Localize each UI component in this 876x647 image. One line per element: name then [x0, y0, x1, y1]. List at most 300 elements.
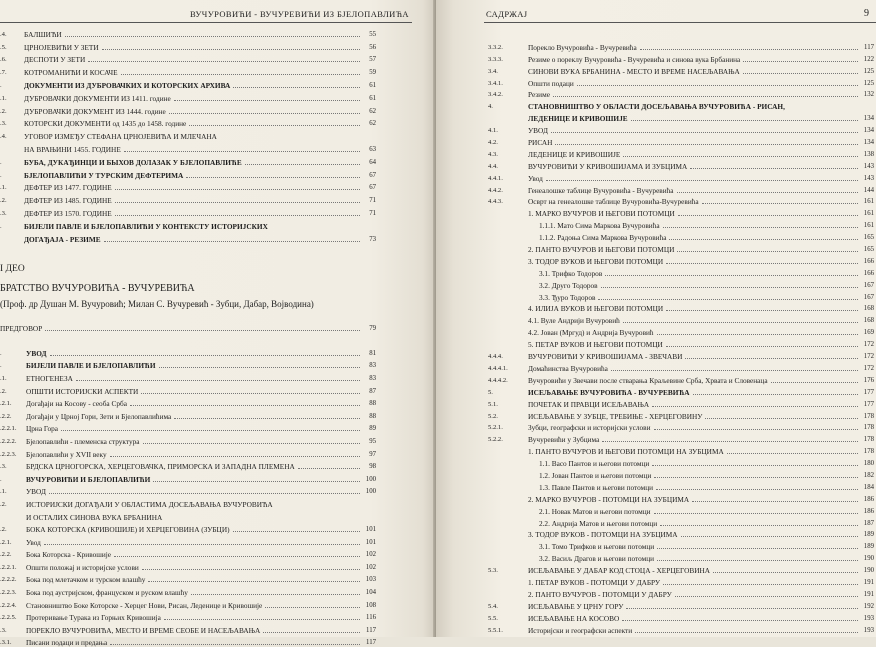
- dot-leader: [143, 443, 361, 444]
- toc-entry-page: 117: [864, 43, 874, 51]
- dot-leader: [693, 394, 858, 395]
- toc-entry: [0, 459, 376, 472]
- toc-entry-page: 190: [863, 567, 874, 575]
- dot-leader: [657, 560, 858, 561]
- toc-entry-number: 4.2.: [488, 139, 498, 147]
- dot-leader: [164, 619, 360, 620]
- toc-entry-title: Порекло Вучуровића - Вучуревића: [528, 42, 637, 52]
- toc-entry-page: 166: [863, 269, 874, 277]
- dot-leader: [551, 132, 858, 133]
- toc-entry: [488, 468, 874, 480]
- toc-entry-page: 191: [863, 590, 874, 598]
- toc-entry-page: 56: [369, 43, 376, 51]
- dot-leader: [104, 241, 360, 242]
- toc-entry: [488, 242, 874, 254]
- toc-entry: [488, 432, 874, 444]
- toc-entry-number: 4.4.1.: [488, 174, 503, 182]
- dot-leader: [124, 151, 360, 152]
- right-header-rule: [484, 22, 876, 23]
- toc-entry-page: 189: [863, 543, 874, 551]
- toc-entry-number: 4.: [488, 103, 493, 111]
- toc-entry-number: .2.: [0, 526, 7, 534]
- dot-leader: [713, 572, 858, 573]
- dot-leader: [115, 215, 360, 216]
- toc-entry-title: Општи подаци: [528, 78, 574, 88]
- toc-entry-page: 177: [863, 388, 874, 396]
- toc-entry: [488, 195, 874, 207]
- toc-entry-title: БАЛШИЋИ: [24, 29, 62, 39]
- dot-leader: [49, 493, 360, 494]
- dot-leader: [626, 608, 858, 609]
- toc-entry-page: 168: [863, 305, 874, 313]
- dot-leader: [771, 382, 858, 383]
- dot-leader: [654, 477, 858, 478]
- toc-entry-page: 83: [369, 362, 376, 370]
- toc-entry: [488, 361, 874, 373]
- dot-leader: [233, 87, 360, 88]
- dot-leader: [263, 632, 360, 633]
- toc-entry-page: 165: [863, 234, 874, 242]
- toc-entry-title: БРДСКА ЦРНОГОРСКА, ХЕРЦЕГОВАЧКА, ПРИМОРСКА И ЗАПАДНА ПЛЕМЕНА: [26, 462, 295, 472]
- toc-entry-title: СТАНОВНИШТВО У ОБЛАСТИ ДОСЕЉАВАЊА ВУЧУРОВИЋА - РИСАН,: [528, 102, 785, 112]
- toc-entry-number: .4.: [0, 133, 7, 141]
- left-toc-top: [0, 26, 376, 244]
- toc-entry-number: 4.4.: [488, 162, 498, 170]
- toc-entry-title: Увод: [26, 537, 41, 547]
- toc-entry-page: 177: [863, 400, 874, 408]
- dot-leader: [631, 120, 858, 121]
- dot-leader: [141, 393, 360, 394]
- toc-entry-title: УВОД: [528, 126, 548, 136]
- toc-entry-title: КОТОРСКИ ДОКУМЕНТИ од 1435 до 1458. године: [24, 119, 187, 129]
- toc-entry: [0, 167, 376, 180]
- toc-entry-number: 5.: [488, 388, 493, 396]
- dot-leader: [76, 380, 360, 381]
- dot-leader: [114, 556, 360, 557]
- toc-entry-page: 88: [369, 400, 376, 408]
- toc-entry-page: 117: [366, 639, 376, 647]
- toc-entry: [488, 575, 874, 587]
- toc-entry-page: 103: [365, 576, 376, 584]
- toc-entry-page: 168: [863, 317, 874, 325]
- toc-entry-number: .2.2.: [0, 412, 12, 420]
- toc-entry-title: ИСЕЉАВАЊЕ ВУЧУРОВИЋА - ВУЧУРЕВИЋА: [528, 387, 690, 397]
- toc-entry: [0, 433, 376, 446]
- dot-leader: [555, 144, 858, 145]
- toc-entry: [488, 313, 874, 325]
- dot-leader: [681, 536, 858, 537]
- toc-entry-number: .: [0, 158, 2, 166]
- left-running-head: ВУЧУРОВИЋИ - ВУЧУРЕВИЋИ ИЗ БЈЕЛОПАВЛИЋА: [190, 9, 409, 19]
- toc-entry-number: 5.1.: [488, 400, 498, 408]
- toc-entry: [488, 88, 874, 100]
- toc-entry-page: 88: [369, 412, 376, 420]
- toc-entry: [488, 421, 874, 433]
- toc-entry-page: 166: [863, 257, 874, 265]
- toc-entry-title: ИСЕЉАВАЊЕ У ЦРНУ ГОРУ: [528, 601, 624, 611]
- toc-entry-title: 1. ПЕТАР ВУКОВ - ПОТОМЦИ У ДАБРУ: [528, 577, 661, 587]
- toc-entry: [488, 397, 874, 409]
- toc-entry: [488, 492, 874, 504]
- toc-entry-title: ДЕФТЕР ИЗ 1485. ГОДИНЕ: [24, 196, 112, 206]
- toc-entry-page: 165: [863, 246, 874, 254]
- toc-entry-page: 81: [369, 349, 376, 357]
- dot-leader: [635, 632, 858, 633]
- toc-entry-title: Историјски и географски аспекти: [528, 625, 633, 635]
- toc-entry-title: 3.2. Васиљ Драгов и његови потомци: [528, 554, 655, 564]
- dot-leader: [159, 367, 360, 368]
- toc-entry-number: .6.: [0, 56, 7, 64]
- dot-leader: [110, 456, 360, 457]
- dot-leader: [148, 581, 360, 582]
- toc-entry: [488, 539, 874, 551]
- toc-entry-title: 1.1. Васо Пантов и његови потомци: [528, 459, 650, 469]
- toc-entry-page: 161: [863, 198, 874, 206]
- toc-entry-number: 4.4.3.: [488, 198, 503, 206]
- toc-entry-title: 2.2. Андрија Матов и његови потомци: [528, 518, 658, 528]
- toc-entry: [488, 206, 874, 218]
- toc-entry-title: БИЈЕЛИ ПАВЛЕ И БЈЕЛОПАВЛИЋИ У КОНТЕКСТУ ИСТОРИЈСКИХ: [24, 221, 268, 231]
- toc-entry-page: 190: [863, 555, 874, 563]
- toc-entry-number: 3.4.: [488, 67, 498, 75]
- toc-entry-title: Протеривање Турака из Горњих Кривошија: [26, 613, 161, 623]
- toc-entry: [488, 480, 874, 492]
- part-label: I ДЕО: [0, 264, 25, 274]
- toc-entry: [0, 522, 376, 535]
- dot-leader: [601, 287, 858, 288]
- toc-entry-page: 100: [365, 475, 376, 483]
- toc-entry-title: БЈЕЛОПАВЛИЋИ У ТУРСКИМ ДЕФТЕРИМА: [24, 170, 184, 180]
- toc-entry-page: 172: [863, 353, 874, 361]
- dot-leader: [677, 251, 858, 252]
- toc-entry-page: 87: [369, 387, 376, 395]
- toc-entry-page: 172: [863, 341, 874, 349]
- toc-entry-number: .2.2.1.: [0, 563, 17, 571]
- toc-entry-page: 116: [366, 614, 376, 622]
- toc-entry: [0, 622, 376, 635]
- toc-entry: [0, 496, 376, 509]
- dot-leader: [189, 125, 360, 126]
- toc-entry-page: 134: [863, 127, 874, 135]
- toc-entry-page: 64: [369, 158, 376, 166]
- toc-entry: [488, 325, 874, 337]
- dot-leader: [142, 569, 360, 570]
- toc-entry-title: 2.1. Новак Матов и његови потомци: [528, 506, 651, 516]
- toc-entry-page: 134: [863, 139, 874, 147]
- toc-entry-number: 3.4.2.: [488, 91, 503, 99]
- toc-entry: [0, 597, 376, 610]
- toc-entry-title: ВУЧУРОВИЋИ У КРИВОШИЈАМА И ЗУБЦИМА: [528, 161, 688, 171]
- toc-entry-page: 180: [863, 460, 874, 468]
- toc-entry-page: 62: [369, 107, 376, 115]
- toc-entry-title: 1. ПАНТО ВУЧУРОВ И ЊЕГОВИ ПОТОМЦИ НА ЗУБЦИМА: [528, 447, 724, 457]
- toc-entry-page: 117: [366, 626, 376, 634]
- toc-entry-page: 143: [863, 174, 874, 182]
- toc-entry-number: .2.1.: [0, 400, 12, 408]
- toc-entry-title: 2. ПАНТО ВУЧУРОВ И ЊЕГОВИ ПОТОМЦИ: [528, 245, 675, 255]
- toc-entry: [488, 99, 874, 111]
- toc-entry-page: 122: [863, 55, 874, 63]
- toc-entry-title: БОКА КОТОРСКА (КРИВОШИЈЕ) И ХЕРЦЕГОВИНА (ЗУБЦИ): [26, 525, 230, 535]
- toc-entry-number: .1.: [0, 94, 7, 102]
- toc-entry-page: 178: [863, 424, 874, 432]
- toc-entry-number: .2.2.3.: [0, 589, 17, 597]
- toc-entry-title: ЕТНОГЕНЕЗА: [26, 373, 73, 383]
- toc-entry: [0, 408, 376, 421]
- toc-entry-page: 172: [863, 364, 874, 372]
- toc-entry-title: КОТРОМАНИЋИ И КОСАЧЕ: [24, 68, 118, 78]
- dot-leader: [174, 100, 360, 101]
- toc-entry: [488, 373, 874, 385]
- dot-leader: [677, 192, 858, 193]
- dot-leader: [602, 441, 858, 442]
- dot-leader: [666, 263, 858, 264]
- toc-entry-page: 73: [369, 235, 376, 243]
- toc-entry-title: 2. МАРКО ВУЧУРОВ - ПОТОМЦИ НА ЗУБЦИМА: [528, 494, 690, 504]
- toc-entry-title: БУБА, ДУКАЂИНЦИ И БЫХОВ ДОЛАЗАК У БЈЕЛОПАВЛИЋЕ: [24, 157, 242, 167]
- toc-entry-title: 1.1.1. Мато Сима Маркова Вучуровића: [528, 221, 660, 231]
- toc-entry-number: .1.: [0, 184, 7, 192]
- toc-entry-title: Осврт на генеалошке таблице Вучуровића-Вучуревића: [528, 197, 699, 207]
- toc-entry-title: Бјелопавлићи - племенска структура: [26, 436, 140, 446]
- toc-entry: [488, 385, 874, 397]
- toc-entry-title: И ОСТАЛИХ СИНОВА ВУКА БРБАНИНА: [26, 512, 163, 522]
- toc-entry-title: Генеалошке таблице Вучуровића - Вучуревића: [528, 185, 674, 195]
- toc-entry: [488, 349, 874, 361]
- toc-entry: [488, 218, 874, 230]
- toc-entry-page: 89: [369, 425, 376, 433]
- left-toc-bottom: [0, 320, 376, 647]
- toc-entry: [0, 509, 376, 522]
- toc-entry-page: 71: [369, 209, 376, 217]
- toc-entry: [0, 141, 376, 154]
- toc-entry-number: .2.: [0, 197, 7, 205]
- dot-leader: [44, 544, 360, 545]
- dot-leader: [598, 299, 858, 300]
- toc-entry-number: .2.2.: [0, 551, 12, 559]
- toc-entry-page: 176: [863, 376, 874, 384]
- toc-entry: [488, 516, 874, 528]
- toc-entry-title: Вучуревићи у Зубцима: [528, 435, 600, 445]
- toc-entry-title: Зубци, географски и историјски услови: [528, 423, 651, 433]
- toc-entry: [0, 180, 376, 193]
- dot-leader: [553, 96, 858, 97]
- toc-entry: [0, 421, 376, 434]
- toc-entry-page: 98: [369, 463, 376, 471]
- toc-entry-page: 125: [863, 67, 874, 75]
- toc-entry-title: ЛЕДЕНИЦЕ И КРИВОШИЈЕ: [528, 114, 628, 124]
- toc-entry-page: 63: [369, 145, 376, 153]
- dot-leader: [623, 156, 858, 157]
- toc-entry-page: 102: [365, 551, 376, 559]
- toc-entry: [0, 77, 376, 90]
- toc-entry-title: ДЕФТЕР ИЗ 1477. ГОДИНЕ: [24, 183, 112, 193]
- dot-leader: [727, 453, 858, 454]
- toc-entry-title: 3.1. Трифко Тодоров: [528, 268, 603, 278]
- dot-leader: [622, 620, 858, 621]
- toc-entry: [0, 154, 376, 167]
- toc-entry: [0, 358, 376, 371]
- toc-entry: [488, 444, 874, 456]
- toc-entry: [488, 135, 874, 147]
- toc-entry-number: .2.2.2.: [0, 437, 17, 445]
- dot-leader: [245, 164, 360, 165]
- toc-entry-number: 4.4.4.: [488, 353, 503, 361]
- toc-entry-page: 61: [369, 94, 376, 102]
- toc-entry-page: 186: [863, 507, 874, 515]
- toc-entry: [0, 572, 376, 585]
- toc-entry-page: 57: [369, 56, 376, 64]
- toc-entry-number: .: [0, 475, 2, 483]
- toc-entry-page: 191: [863, 578, 874, 586]
- toc-entry-page: 134: [863, 115, 874, 123]
- toc-entry-page: 55: [369, 30, 376, 38]
- toc-entry: [0, 446, 376, 459]
- toc-entry-page: 189: [863, 531, 874, 539]
- toc-entry: [0, 471, 376, 484]
- toc-entry: [0, 584, 376, 597]
- toc-entry-page: 178: [863, 448, 874, 456]
- toc-entry-page: 101: [365, 526, 376, 534]
- toc-entry-page: 83: [369, 374, 376, 382]
- toc-entry: [488, 254, 874, 266]
- toc-entry-page: 167: [863, 281, 874, 289]
- right-page-number: 9: [864, 8, 870, 19]
- dot-leader: [174, 418, 360, 419]
- dot-leader: [678, 215, 858, 216]
- toc-entry-number: .: [0, 81, 2, 89]
- toc-entry-title: Бјелопавлићи у XVII веку: [26, 449, 107, 459]
- toc-entry-number: .: [0, 362, 2, 370]
- toc-entry-number: .1.: [0, 488, 7, 496]
- toc-entry-title: БИЈЕЛИ ПАВЛЕ И БЈЕЛОПАВЛИЋИ: [26, 361, 156, 371]
- toc-entry-title: Бока под млетачком и турском влашћу: [26, 575, 146, 585]
- toc-entry: [0, 635, 376, 647]
- toc-entry-page: 143: [863, 162, 874, 170]
- toc-entry-title: Домаћинства Вучуровића: [528, 363, 608, 373]
- dot-leader: [605, 275, 858, 276]
- toc-entry-number: .2.2.3.: [0, 450, 17, 458]
- toc-entry: [488, 278, 874, 290]
- toc-entry-number: .2.: [0, 107, 7, 115]
- toc-entry-page: 182: [863, 471, 874, 479]
- dot-leader: [88, 61, 360, 62]
- toc-entry-page: 178: [863, 436, 874, 444]
- toc-entry: [488, 52, 874, 64]
- dot-leader: [130, 405, 360, 406]
- toc-entry-number: 4.4.2.: [488, 186, 503, 194]
- dot-leader: [654, 513, 858, 514]
- toc-entry: [0, 26, 376, 39]
- toc-entry: [488, 504, 874, 516]
- toc-entry-title: 4. ИЛИЈА ВУКОВ И ЊЕГОВИ ПОТОМЦИ: [528, 304, 664, 314]
- toc-entry-number: 3.3.2.: [488, 43, 503, 51]
- toc-entry-title: 1. МАРКО ВУЧУРОВ И ЊЕГОВИ ПОТОМЦИ: [528, 209, 675, 219]
- toc-entry-number: 5.5.: [488, 614, 498, 622]
- toc-entry-number: 4.1.: [488, 127, 498, 135]
- toc-entry-number: 5.2.2.: [488, 436, 503, 444]
- toc-entry-page: 104: [365, 589, 376, 597]
- toc-entry-title: РИСАН: [528, 138, 553, 148]
- toc-entry-title: Писани подаци и предања: [26, 638, 108, 647]
- toc-entry-number: .: [0, 222, 2, 230]
- toc-entry-title: ЛЕДЕНИЦЕ И КРИВОШИЈЕ: [528, 149, 621, 159]
- toc-entry-page: 97: [369, 450, 376, 458]
- dot-leader: [743, 73, 858, 74]
- dot-leader: [546, 180, 858, 181]
- dot-leader: [656, 489, 858, 490]
- toc-entry: [488, 290, 874, 302]
- toc-entry: [0, 547, 376, 560]
- dot-leader: [660, 525, 858, 526]
- toc-entry-page: 67: [369, 184, 376, 192]
- toc-entry-page: 100: [365, 488, 376, 496]
- toc-entry-number: .7.: [0, 69, 7, 77]
- toc-entry-page: 102: [365, 563, 376, 571]
- toc-entry-title: Увод: [528, 173, 543, 183]
- toc-entry-page: 101: [365, 538, 376, 546]
- toc-entry-number: 4.3.: [488, 150, 498, 158]
- toc-entry-title: 1.1.2. Радоња Сима Маркова Вучуровића: [528, 233, 667, 243]
- toc-entry: [0, 205, 376, 218]
- toc-entry: [0, 64, 376, 77]
- toc-entry-title: 1.2. Јован Пантов и његови потомци: [528, 470, 652, 480]
- toc-entry: [488, 183, 874, 195]
- toc-entry-page: 71: [369, 197, 376, 205]
- toc-entry-title: ДУБРОВАЧКИ ДОКУМЕНТИ ИЗ 1411. године: [24, 93, 171, 103]
- toc-entry-number: .3.: [0, 626, 7, 634]
- toc-entry-number: .2.2.5.: [0, 614, 17, 622]
- toc-entry-number: .1.: [0, 374, 7, 382]
- toc-entry: [488, 587, 874, 599]
- toc-entry: [0, 396, 376, 409]
- toc-entry-number: .3.1.: [0, 639, 12, 647]
- toc-entry: [488, 456, 874, 468]
- dot-leader: [577, 85, 858, 86]
- toc-entry-number: .3.: [0, 120, 7, 128]
- dot-leader: [61, 430, 360, 431]
- part-title: БРАТСТВО ВУЧУРОВИЋА - ВУЧУРЕВИЋА: [0, 283, 195, 294]
- toc-entry-title: 5. ПЕТАР ВУКОВ И ЊЕГОВИ ПОТОМЦИ: [528, 340, 663, 350]
- toc-entry-title: 3.3. Ђуро Тодоров: [528, 292, 596, 302]
- toc-entry: [488, 611, 874, 623]
- toc-entry-title: ОПШТИ ИСТОРИЈСКИ АСПЕКТИ: [26, 386, 139, 396]
- toc-entry: [488, 159, 874, 171]
- toc-entry-page: 95: [369, 437, 376, 445]
- left-header-rule: [0, 22, 412, 23]
- toc-entry: [0, 52, 376, 65]
- dot-leader: [611, 370, 858, 371]
- toc-entry-title: УГОВОР ИЗМЕЂУ СТЕФАНА ЦРНОЈЕВИЋА И МЛЕЧАНА: [24, 132, 217, 142]
- dot-leader: [233, 531, 360, 532]
- right-running-head: САДРЖАЈ: [486, 9, 528, 19]
- toc-entry: [488, 171, 874, 183]
- toc-entry-number: 5.2.1.: [488, 424, 503, 432]
- dot-leader: [265, 607, 360, 608]
- toc-entry: [488, 64, 874, 76]
- toc-entry-page: 61: [369, 81, 376, 89]
- toc-entry-number: .: [0, 171, 2, 179]
- toc-entry-page: 59: [369, 69, 376, 77]
- dot-leader: [692, 501, 858, 502]
- toc-entry-number: .5.: [0, 43, 7, 51]
- toc-entry-title: СИНОВИ ВУКА БРБАНИНА - МЕСТО И ВРЕМЕ НАСЕЉАВАЊА: [528, 66, 740, 76]
- toc-entry-title: ЦРНОЈЕВИЋИ У ЗЕТИ: [24, 42, 99, 52]
- toc-entry: [488, 337, 874, 349]
- toc-entry-page: 192: [863, 602, 874, 610]
- toc-entry: [0, 39, 376, 52]
- toc-entry-title: ИСЕЉАВАЊЕ У ЗУБЦЕ, ТРЕБИЊЕ - ХЕРЦЕГОВИНУ: [528, 411, 703, 421]
